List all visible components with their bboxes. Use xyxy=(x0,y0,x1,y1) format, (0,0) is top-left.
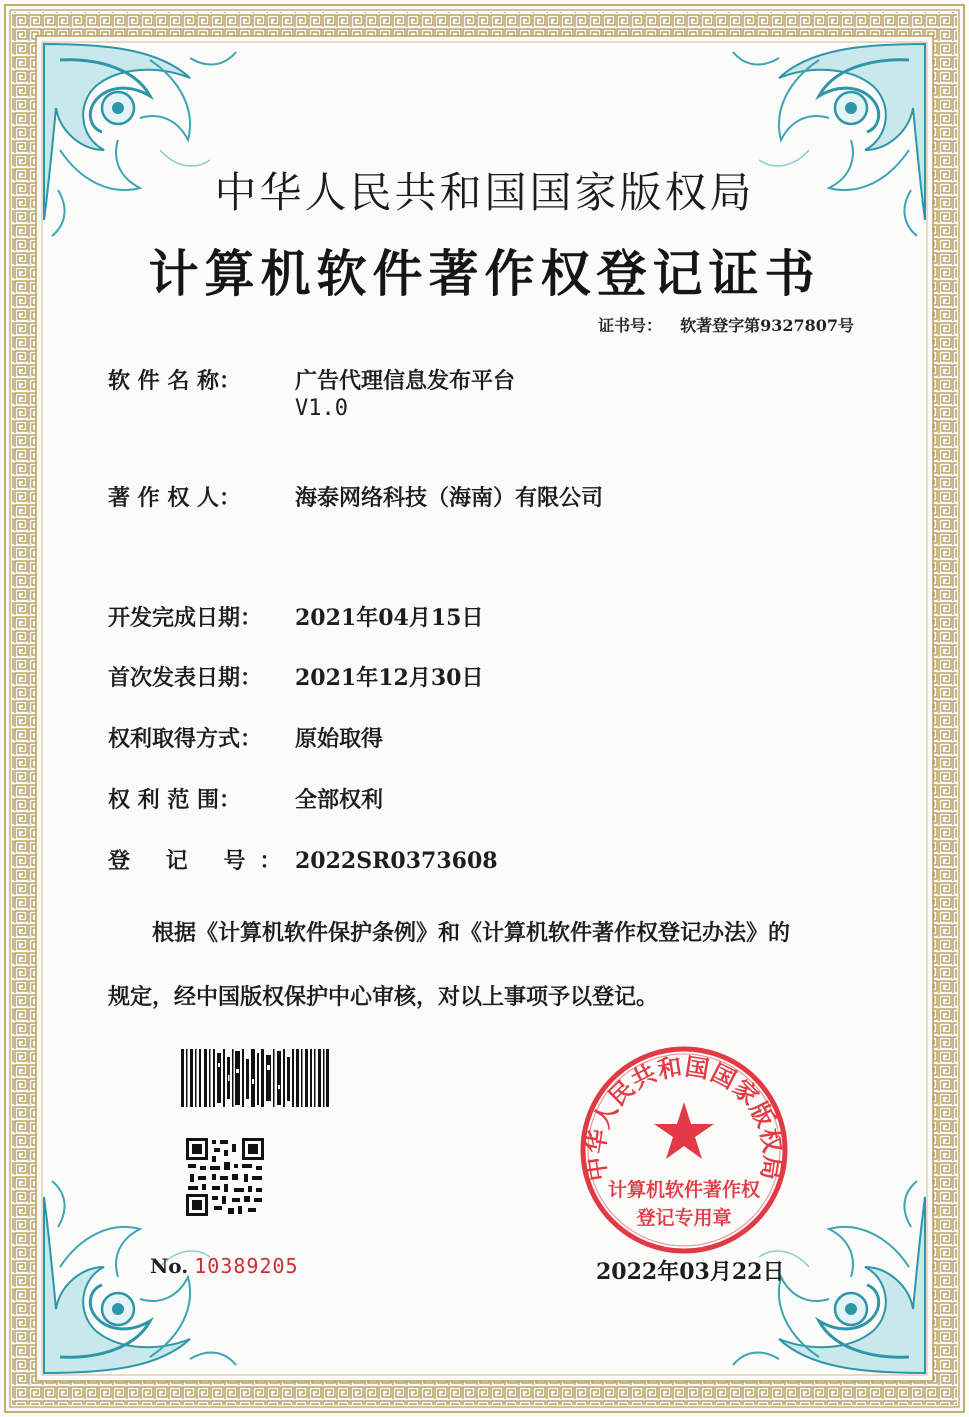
certificate-title: 计算机软件著作权登记证书 xyxy=(148,244,821,303)
field-label: 软 件 名 称： xyxy=(108,368,241,394)
certificate-number xyxy=(598,313,854,336)
field-label: 权利取得方式： xyxy=(108,726,263,752)
seal-center-line2: 登记专用章 xyxy=(636,1207,732,1229)
issue-date: 2022年03月22日 xyxy=(596,1259,785,1285)
qr-code xyxy=(186,1138,264,1216)
field-development-date xyxy=(108,602,484,635)
field-software-name xyxy=(108,365,516,421)
software-version-value: V1.0 xyxy=(295,396,348,421)
official-seal xyxy=(578,1044,790,1256)
rights-scope-value: 全部权利 xyxy=(295,787,384,813)
development-date-value: 2021年04月15日 xyxy=(295,605,484,631)
field-rights-scope xyxy=(108,784,384,817)
software-name-value: 广告代理信息发布平台 xyxy=(295,368,516,394)
serial-number-value: 10389205 xyxy=(194,1254,299,1278)
issuing-authority: 中华人民共和国国家版权局 xyxy=(214,168,755,217)
certificate-number-label: 证书号： xyxy=(598,316,663,335)
field-copyright-owner xyxy=(108,482,604,515)
certificate-number-value: 软著登字第9327807号 xyxy=(680,316,854,335)
field-acquisition-method xyxy=(108,723,384,756)
copyright-owner-value: 海泰网络科技（海南）有限公司 xyxy=(295,485,604,511)
barcode xyxy=(181,1049,329,1107)
field-label: 著 作 权 人： xyxy=(108,485,241,511)
publish-date-value: 2021年12月30日 xyxy=(295,665,484,691)
field-label: 开发完成日期： xyxy=(108,605,263,631)
field-registration-number xyxy=(108,845,498,878)
serial-number xyxy=(150,1254,299,1278)
field-publish-date xyxy=(108,662,484,695)
serial-number-label: No. xyxy=(150,1254,189,1278)
seal-center-line1: 计算机软件著作权 xyxy=(607,1179,761,1201)
basis-statement-line1: 根据《计算机软件保护条例》和《计算机软件著作权登记办法》的 xyxy=(152,920,791,946)
basis-statement-line2: 规定，经中国版权保护中心审核，对以上事项予以登记。 xyxy=(108,984,659,1010)
star-icon xyxy=(654,1102,714,1159)
acquisition-method-value: 原始取得 xyxy=(295,726,384,752)
seal-ring-text: 中华人民共和国国家版权局 xyxy=(580,1051,788,1183)
field-label: 权 利 范 围： xyxy=(108,787,241,813)
field-label: 首次发表日期： xyxy=(108,665,263,691)
registration-number-value: 2022SR0373608 xyxy=(295,848,498,874)
field-label: 登 记 号： xyxy=(108,848,296,874)
